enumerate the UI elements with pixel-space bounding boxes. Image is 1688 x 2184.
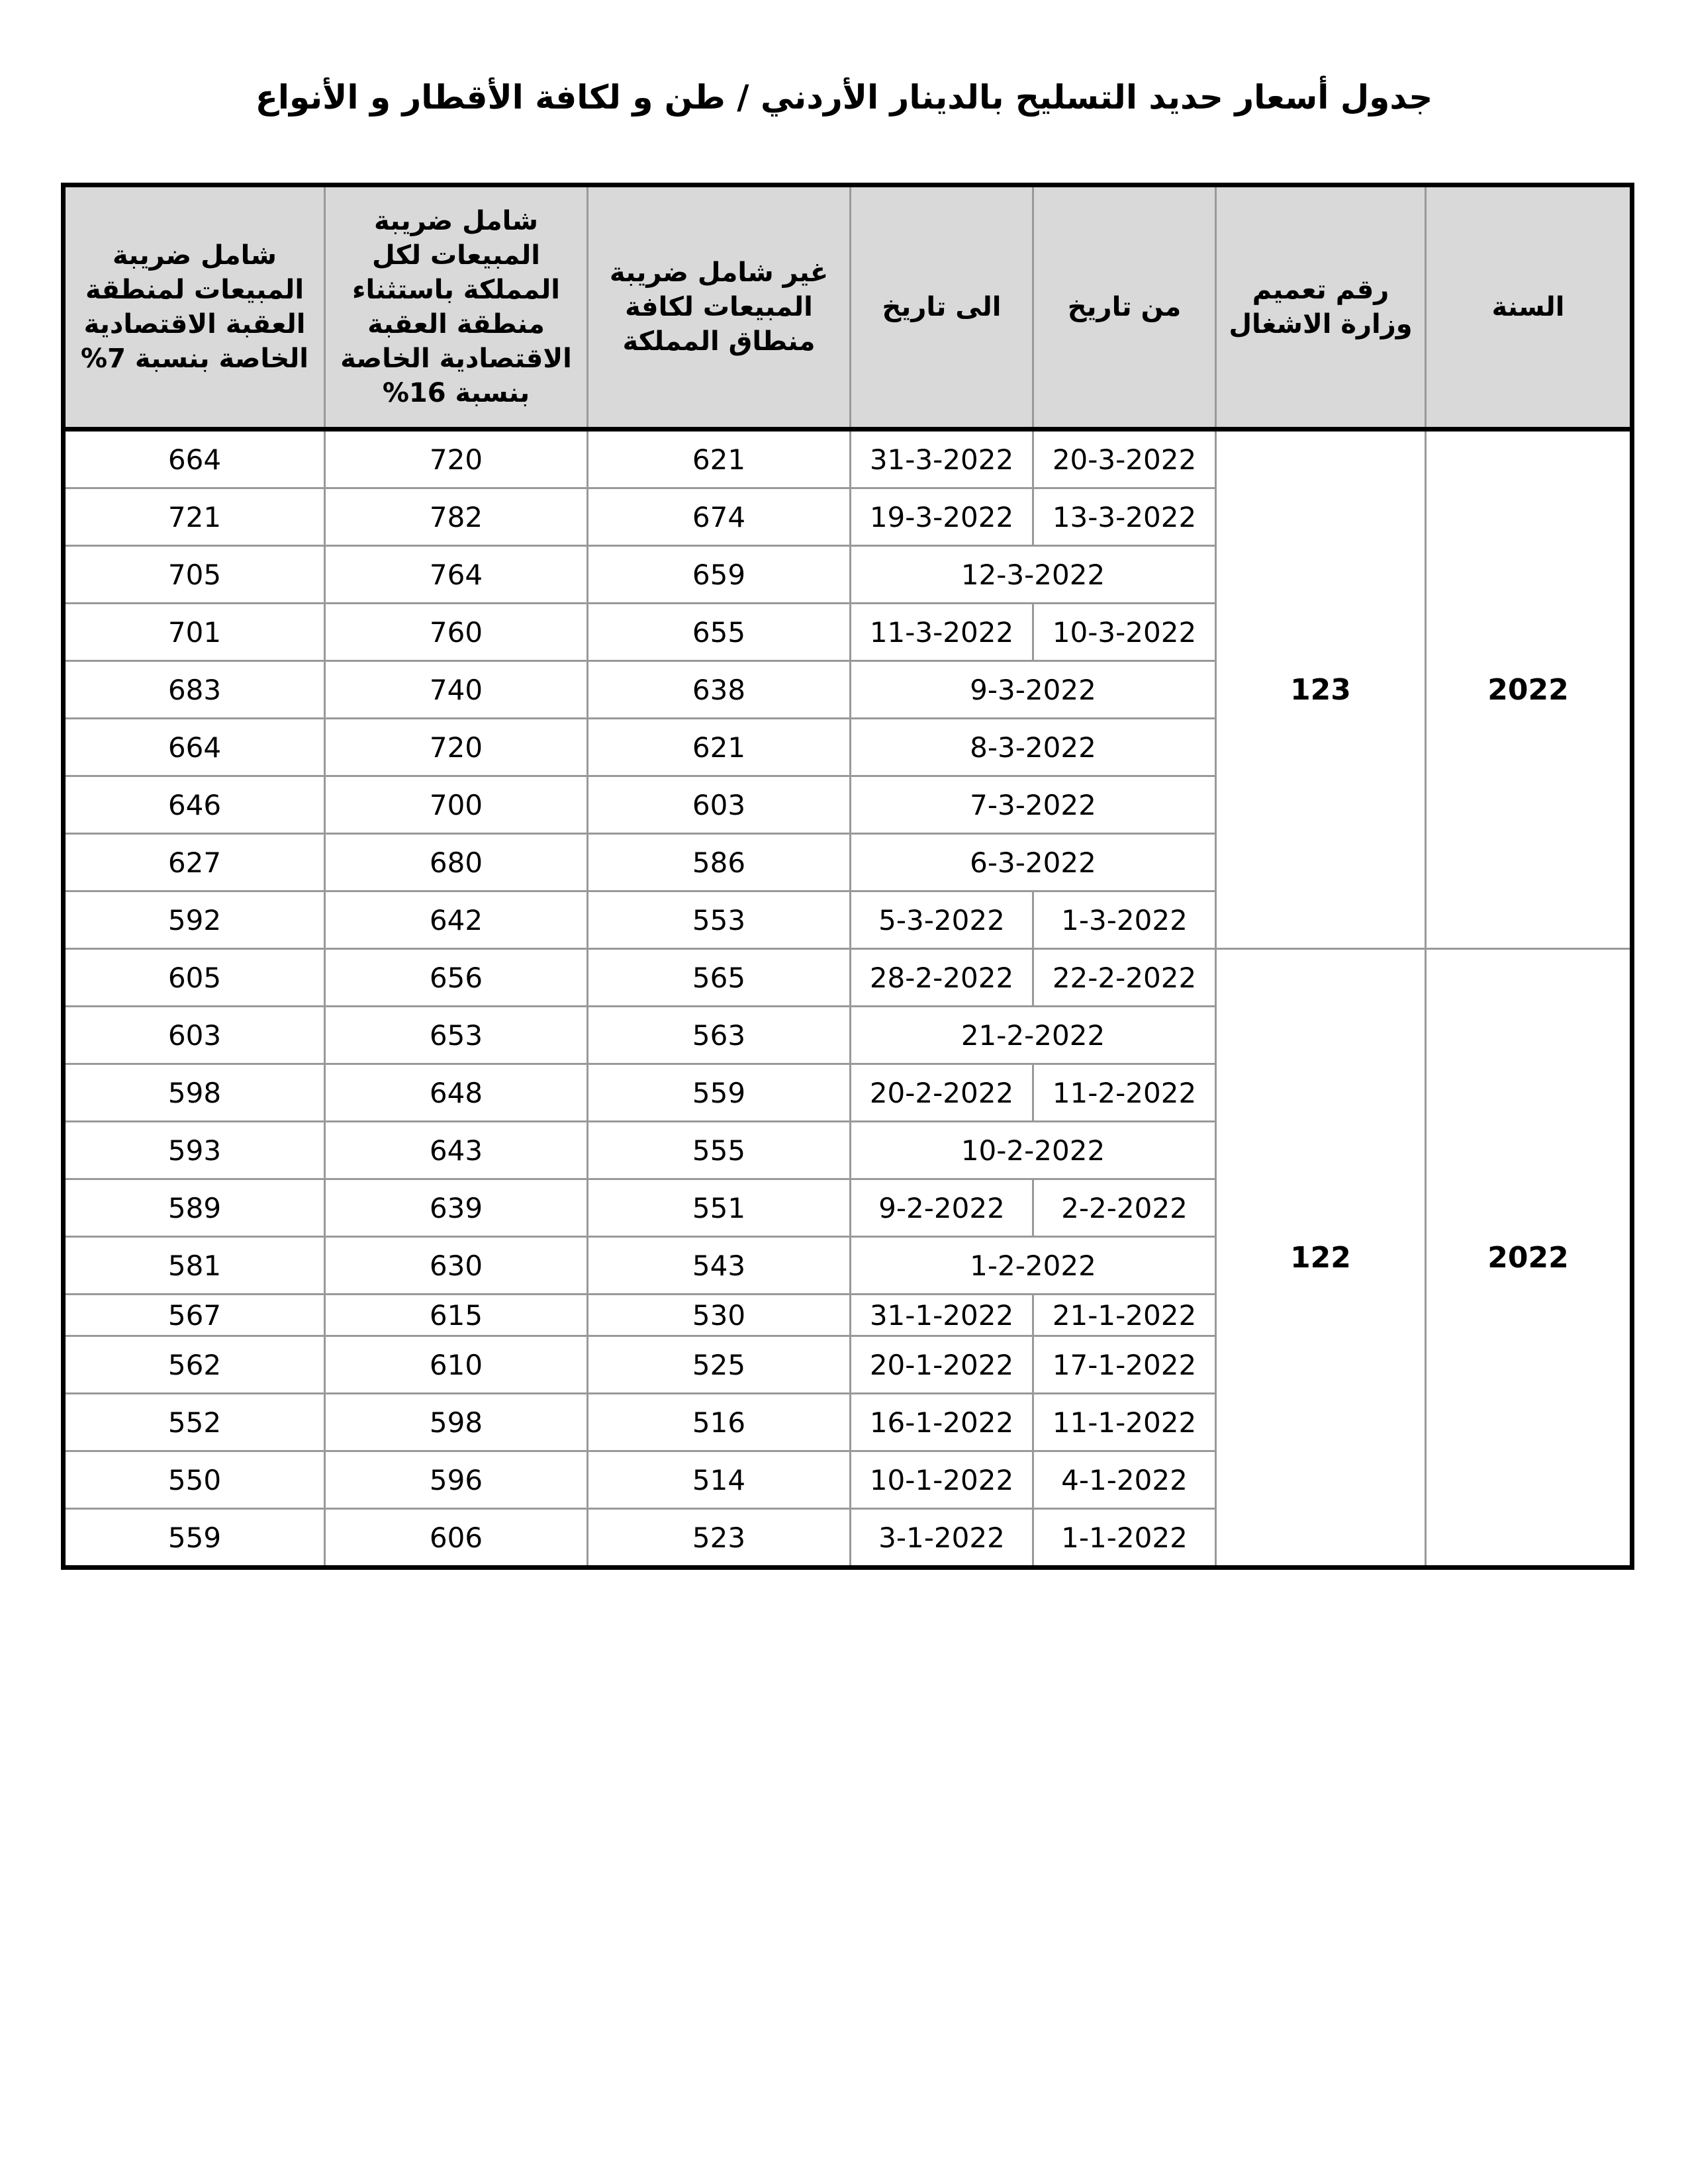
to-date-cell: 16-1-2022 (851, 1394, 1033, 1451)
price-incl-7-cell: 646 (64, 776, 325, 834)
price-incl-7-cell: 562 (64, 1336, 325, 1394)
price-incl-16-cell: 764 (325, 546, 588, 604)
price-incl-16-cell: 643 (325, 1122, 588, 1179)
header-to-date: الى تاريخ (851, 185, 1033, 430)
from-date-cell: 11-1-2022 (1033, 1394, 1216, 1451)
from-date-cell: 1-1-2022 (1033, 1509, 1216, 1568)
price-incl-7-cell: 627 (64, 834, 325, 891)
price-incl-16-cell: 720 (325, 719, 588, 776)
from-date-cell: 4-1-2022 (1033, 1451, 1216, 1509)
price-incl-7-cell: 705 (64, 546, 325, 604)
price-incl-16-cell: 656 (325, 949, 588, 1007)
from-date-cell: 11-2-2022 (1033, 1064, 1216, 1122)
circular-number-cell: 123 (1216, 430, 1426, 949)
price-incl-7-cell: 603 (64, 1007, 325, 1064)
from-date-cell: 2-2-2022 (1033, 1179, 1216, 1237)
to-date-cell: 31-1-2022 (851, 1295, 1033, 1336)
price-incl-7-cell: 721 (64, 488, 325, 546)
from-date-cell: 13-3-2022 (1033, 488, 1216, 546)
price-incl-16-cell: 639 (325, 1179, 588, 1237)
price-excl-tax-cell: 523 (588, 1509, 851, 1568)
header-circular: رقم تعميم وزارة الاشغال (1216, 185, 1426, 430)
price-excl-tax-cell: 565 (588, 949, 851, 1007)
to-date-cell: 3-1-2022 (851, 1509, 1033, 1568)
price-incl-16-cell: 782 (325, 488, 588, 546)
price-excl-tax-cell: 551 (588, 1179, 851, 1237)
from-date-cell: 22-2-2022 (1033, 949, 1216, 1007)
price-incl-16-cell: 596 (325, 1451, 588, 1509)
steel-price-table (61, 183, 1634, 1570)
table-row (64, 430, 1632, 488)
price-incl-16-cell: 740 (325, 661, 588, 719)
to-date-cell: 20-1-2022 (851, 1336, 1033, 1394)
table-body (64, 430, 1632, 1568)
price-excl-tax-cell: 621 (588, 430, 851, 488)
price-incl-7-cell: 664 (64, 719, 325, 776)
from-date-cell: 1-3-2022 (1033, 891, 1216, 949)
price-excl-tax-cell: 586 (588, 834, 851, 891)
price-incl-16-cell: 630 (325, 1237, 588, 1295)
header-from-date: من تاريخ (1033, 185, 1216, 430)
to-date-cell: 11-3-2022 (851, 604, 1033, 661)
date-cell: 7-3-2022 (851, 776, 1216, 834)
price-excl-tax-cell: 655 (588, 604, 851, 661)
price-excl-tax-cell: 659 (588, 546, 851, 604)
price-incl-7-cell: 592 (64, 891, 325, 949)
price-incl-7-cell: 605 (64, 949, 325, 1007)
price-incl-7-cell: 589 (64, 1179, 325, 1237)
header-year: السنة (1426, 185, 1632, 430)
year-cell: 2022 (1426, 949, 1632, 1568)
table-row (64, 949, 1632, 1007)
header-excl-tax: غير شامل ضريبة المبيعات لكافة منطاق المملكة (588, 185, 851, 430)
price-excl-tax-cell: 553 (588, 891, 851, 949)
date-cell: 8-3-2022 (851, 719, 1216, 776)
year-cell: 2022 (1426, 430, 1632, 949)
price-excl-tax-cell: 563 (588, 1007, 851, 1064)
price-incl-16-cell: 615 (325, 1295, 588, 1336)
to-date-cell: 19-3-2022 (851, 488, 1033, 546)
from-date-cell: 17-1-2022 (1033, 1336, 1216, 1394)
date-cell: 9-3-2022 (851, 661, 1216, 719)
price-excl-tax-cell: 603 (588, 776, 851, 834)
to-date-cell: 20-2-2022 (851, 1064, 1033, 1122)
price-incl-16-cell: 610 (325, 1336, 588, 1394)
header-row (64, 185, 1632, 430)
price-excl-tax-cell: 530 (588, 1295, 851, 1336)
to-date-cell: 9-2-2022 (851, 1179, 1033, 1237)
price-incl-16-cell: 598 (325, 1394, 588, 1451)
price-incl-7-cell: 550 (64, 1451, 325, 1509)
price-incl-16-cell: 648 (325, 1064, 588, 1122)
header-incl-16: شامل ضريبة المبيعات لكل المملكة باستثناء منطقة العقبة الاقتصادية الخاصة بنسبة 16% (325, 185, 588, 430)
price-excl-tax-cell: 543 (588, 1237, 851, 1295)
price-incl-7-cell: 683 (64, 661, 325, 719)
price-excl-tax-cell: 514 (588, 1451, 851, 1509)
date-cell: 21-2-2022 (851, 1007, 1216, 1064)
date-cell: 6-3-2022 (851, 834, 1216, 891)
to-date-cell: 5-3-2022 (851, 891, 1033, 949)
date-cell: 12-3-2022 (851, 546, 1216, 604)
date-cell: 1-2-2022 (851, 1237, 1216, 1295)
price-incl-7-cell: 701 (64, 604, 325, 661)
price-incl-7-cell: 598 (64, 1064, 325, 1122)
price-incl-16-cell: 720 (325, 430, 588, 488)
from-date-cell: 21-1-2022 (1033, 1295, 1216, 1336)
price-incl-7-cell: 559 (64, 1509, 325, 1568)
price-incl-7-cell: 664 (64, 430, 325, 488)
price-excl-tax-cell: 516 (588, 1394, 851, 1451)
from-date-cell: 20-3-2022 (1033, 430, 1216, 488)
to-date-cell: 28-2-2022 (851, 949, 1033, 1007)
price-excl-tax-cell: 525 (588, 1336, 851, 1394)
price-incl-16-cell: 680 (325, 834, 588, 891)
price-incl-16-cell: 653 (325, 1007, 588, 1064)
header-incl-7: شامل ضريبة المبيعات لمنطقة العقبة الاقتصادية الخاصة بنسبة 7% (64, 185, 325, 430)
price-incl-7-cell: 593 (64, 1122, 325, 1179)
to-date-cell: 10-1-2022 (851, 1451, 1033, 1509)
to-date-cell: 31-3-2022 (851, 430, 1033, 488)
circular-number-cell: 122 (1216, 949, 1426, 1568)
from-date-cell: 10-3-2022 (1033, 604, 1216, 661)
price-incl-16-cell: 760 (325, 604, 588, 661)
price-excl-tax-cell: 638 (588, 661, 851, 719)
price-excl-tax-cell: 555 (588, 1122, 851, 1179)
price-excl-tax-cell: 621 (588, 719, 851, 776)
price-incl-7-cell: 567 (64, 1295, 325, 1336)
price-incl-7-cell: 552 (64, 1394, 325, 1451)
price-incl-16-cell: 606 (325, 1509, 588, 1568)
price-incl-7-cell: 581 (64, 1237, 325, 1295)
price-incl-16-cell: 642 (325, 891, 588, 949)
page-title: جدول أسعار حديد التسليح بالدينار الأردني / طن و لكافة الأقطار و الأنواع (255, 78, 1433, 116)
price-excl-tax-cell: 559 (588, 1064, 851, 1122)
date-cell: 10-2-2022 (851, 1122, 1216, 1179)
price-excl-tax-cell: 674 (588, 488, 851, 546)
price-incl-16-cell: 700 (325, 776, 588, 834)
